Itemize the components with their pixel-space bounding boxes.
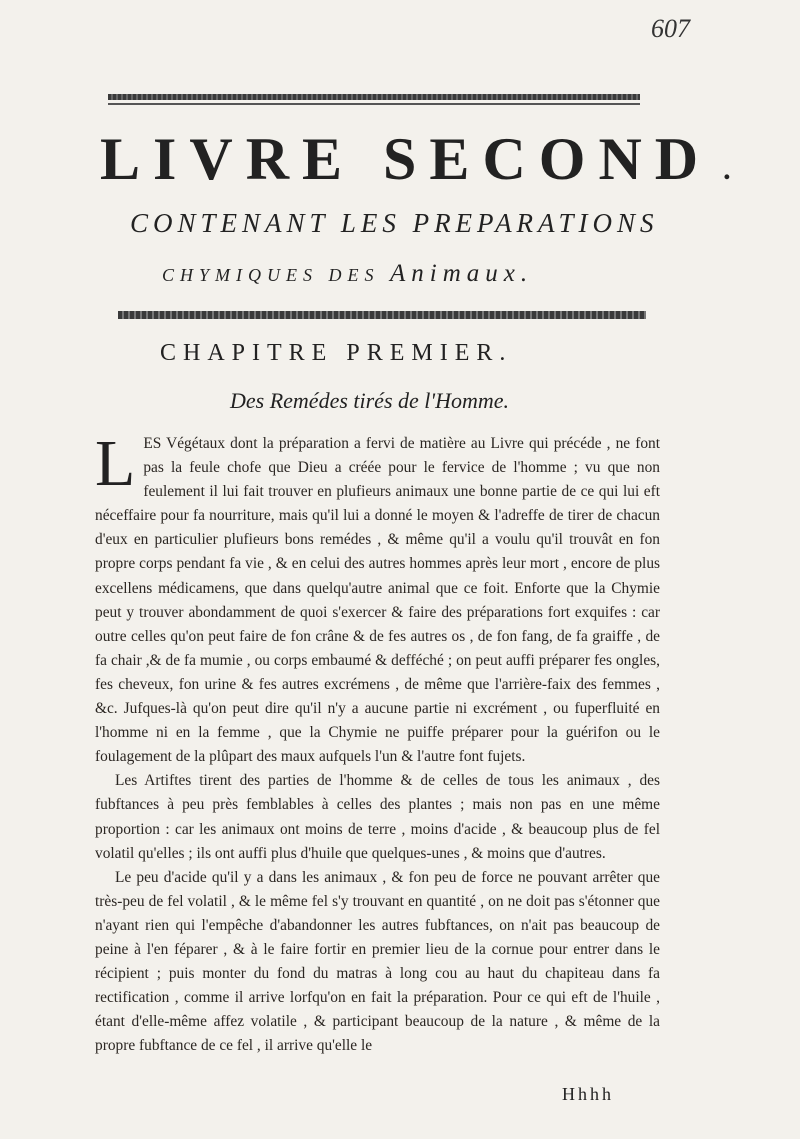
- paragraph-2: Les Artiftes tirent des parties de l'homme & de celles de tous les animaux , des fubftances à peu près femblables à celles des plantes ; mais non pas en une même proportion : car les animaux ont moins de terre , moins d'acide , & beaucoup plus de fel volatil qu'elles ; ils ont auffi plus d'huile que quelques-unes , & moins que d'autres.: [95, 772, 660, 862]
- subtitle-line-2-emphasis: Animaux.: [390, 260, 534, 287]
- ornamental-rule-middle: [118, 311, 646, 319]
- page-number: 607: [651, 14, 690, 43]
- book-title: [100, 125, 731, 194]
- subtitle-line-1: CONTENANT LES PREPARATIONS: [130, 208, 659, 238]
- ornamental-rule-top: [108, 94, 640, 108]
- chapter-heading: CHAPITRE PREMIER.: [160, 340, 513, 366]
- subtitle-line-2-prefix: CHYMIQUES DES: [162, 265, 380, 285]
- paragraph-1: [95, 427, 660, 769]
- drop-cap: L: [95, 427, 136, 500]
- book-title-end: .: [723, 153, 731, 186]
- paragraph-3: Le peu d'acide qu'il y a dans les animaux , & fon peu de force ne pouvant arrêter que très-peu de fel volatil , & le même fel s'y trouvant en quantité , on ne doit pas s'étonner que n'ayant rien qui l'empêche d'abandonner les autres fubftances, on n'ait pas beaucoup de peine à l'en féparer , & à le faire fortir en premier lieu de la cornue pour entrer dans le récipient ; puis monter du fond du matras à long cou au haut du chapiteau dans fa rectification , comme il arrive lorfqu'on en fait la préparation. Pour ce qui eft de l'huile , étant d'elle-même affez volatile , & participant beaucoup de la nature , & même de la propre fubftance de ce fel , il arrive qu'elle le: [95, 868, 660, 1055]
- book-title-text: LIVRE SECOND: [100, 126, 712, 192]
- subtitle-line-2: [162, 260, 662, 288]
- paragraph-1-text: ES Végétaux dont la préparation a fervi de matière au Livre qui précéde , ne font pas la feule chofe que Dieu a créée pour le fervice de l'homme ; vu que non feulement il lui fait trouver en plufieurs animaux une bonne partie de ce qui lui eft néceffaire pour fa nourriture, mais qu'il lui a donné le moyen & l'adreffe de tirer de chacun d'eux en particulier plufieurs bons remédes , & même qu'il a voulu qu'il trouvât en fon propre corps pendant fa vie , & en celui des autres hommes après leur mort , encore de plus excellens médicamens, que dans quelqu'autre animal que ce foit. Enforte que la Chymie peut y trouver abondamment de quoi s'exercer & faire des préparations fort exquifes : car outre celles qu'on peut faire de fon crâne & de fes autres os , de fon fang, de fa graiffe , de fa chair ,& de fa mumie , ou corps embaumé & defféché ; on peut auffi préparer fes ongles, fes cheveux, fon urine & fes autres excrémens , de même que l'arrière-faix des femmes , &c. Jufques-là qu'on peut dire qu'il n'y a aucune partie ni excrément , ou fuperfluité en l'homme ni en la femme , que la Chymie ne puiffe préparer pour la guérifon ou le foulagement de la plûpart des maux aufquels l'un & l'autre font fujets.: [95, 435, 660, 766]
- signature-mark: Hhhh: [562, 1084, 614, 1104]
- chapter-subtitle: Des Remédes tirés de l'Homme.: [230, 388, 510, 413]
- body-text: [95, 427, 660, 1058]
